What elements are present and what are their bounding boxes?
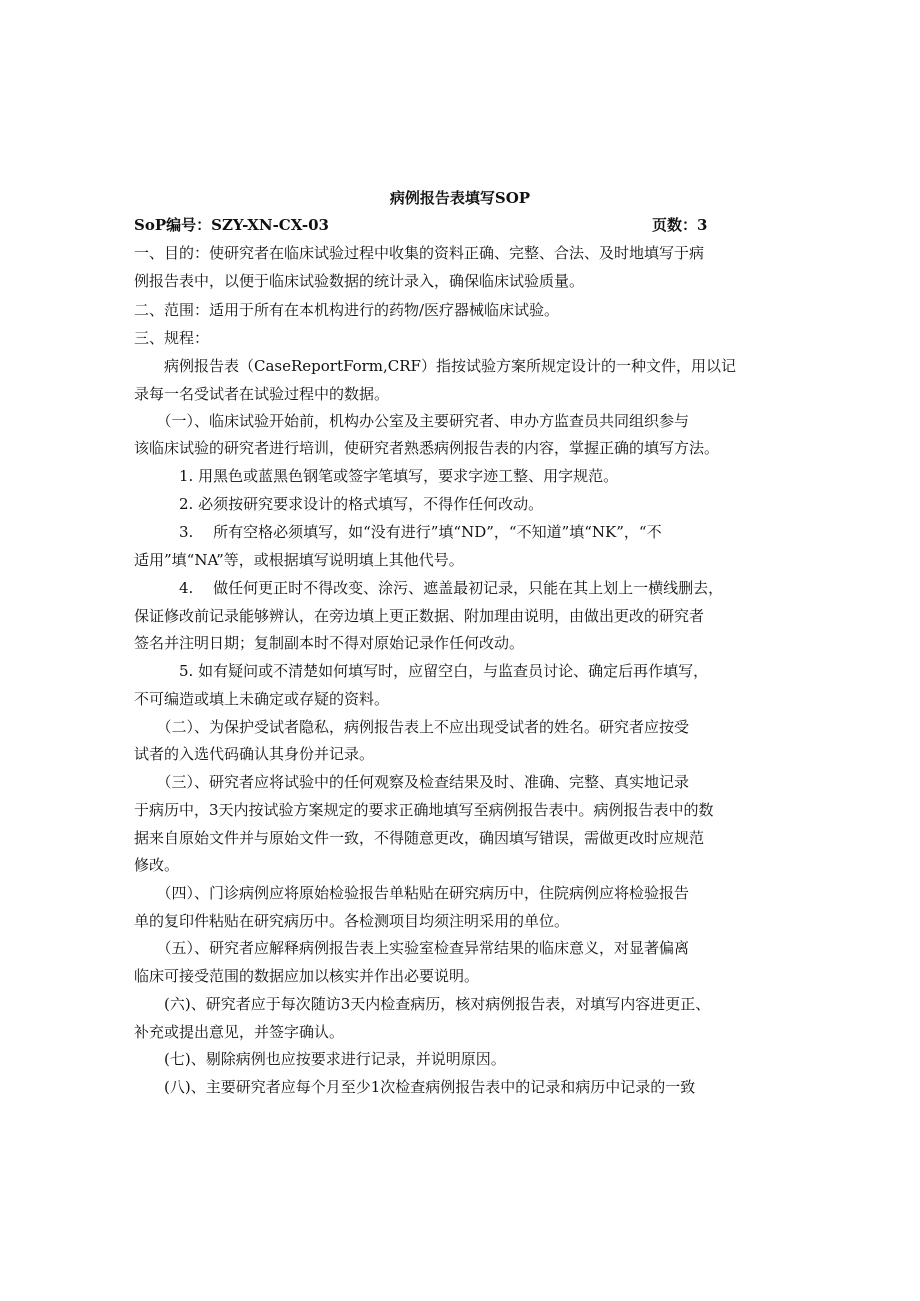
body-line: 临床可接受范围的数据应加以核实并作出必要说明。	[134, 967, 480, 985]
body-line: 单的复印件粘贴在研究病历中。各检测项目均须注明采用的单位。	[134, 912, 570, 930]
body-line: 3. 所有空格必须填写，如“没有进行”填“ND”，“不知道”填“NK”，“不	[134, 523, 662, 541]
body-line: 二、范围：适用于所有在本机构进行的药物/医疗器械临床试验。	[134, 301, 560, 319]
body-line: 修改。	[134, 856, 180, 874]
body-line: 签名并注明日期；复制副本时不得对原始记录作任何改动。	[134, 634, 525, 652]
body-line: 试者的入选代码确认其身份并记录。	[134, 745, 375, 763]
body-line: 录每一名受试者在试验过程中的数据。	[134, 385, 390, 403]
body-line: （三）、研究者应将试验中的任何观察及检查结果及时、准确、完整、真实地记录	[134, 773, 690, 791]
body-line: （二）、为保护受试者隐私，病例报告表上不应出现受试者的姓名。研究者应按受	[134, 718, 690, 736]
body-line: 据来自原始文件并与原始文件一致，不得随意更改，确因填写错误，需做更改时应规范	[134, 829, 705, 847]
body-line: 适用”填“NA”等，或根据填写说明填上其他代号。	[134, 551, 464, 569]
body-line: (七)、剔除病例也应按要求进行记录，并说明原因。	[134, 1050, 506, 1068]
body-line: 该临床试验的研究者进行培训，使研究者熟悉病例报告表的内容，掌握正确的填写方法。	[134, 439, 720, 457]
body-line: （四）、门诊病例应将原始检验报告单粘贴在研究病历中，住院病例应将检验报告	[134, 884, 690, 902]
body-line: 例报告表中，以便于临床试验数据的统计录入，确保临床试验质量。	[134, 272, 585, 290]
body-line: 一、目的：使研究者在临床试验过程中收集的资料正确、完整、合法、及时地填写于病	[134, 244, 705, 262]
document-title: 病例报告表填写SOP	[389, 189, 531, 207]
body-line: 保证修改前记录能够辨认，在旁边填上更正数据、附加理由说明，由做出更改的研究者	[134, 607, 705, 625]
body-line: 2. 必须按研究要求设计的格式填写，不得作任何改动。	[134, 495, 544, 513]
body-line: 1. 用黑色或蓝黑色钢笔或签字笔填写，要求字迹工整、用字规范。	[134, 467, 619, 485]
body-line: （五）、研究者应解释病例报告表上实验室检查异常结果的临床意义，对显著偏离	[134, 939, 690, 957]
body-line: 三、规程：	[134, 329, 210, 347]
body-line: （一）、临床试验开始前，机构办公室及主要研究者、申办方监查员共同组织参与	[134, 412, 690, 430]
sop-number: SoP编号：SZY-XN-CX-03	[134, 216, 329, 234]
body-line: (六)、研究者应于每次随访3天内检查病历，核对病例报告表，对填写内容进更正、	[134, 995, 711, 1013]
body-line: 补充或提出意见，并签字确认。	[134, 1023, 345, 1041]
body-line: 病例报告表（CaseReportForm,CRF）指按试验方案所规定设计的一种文件，用以记	[134, 357, 736, 375]
body-line: 5. 如有疑问或不清楚如何填写时，应留空白，与监查员讨论、确定后再作填写，	[134, 662, 709, 680]
body-line: 于病历中，3天内按试验方案规定的要求正确地填写至病例报告表中。病例报告表中的数	[134, 801, 714, 819]
body-line: 4. 做任何更正时不得改变、涂污、遮盖最初记录，只能在其上划上一横线删去，	[134, 579, 724, 597]
body-line: 不可编造或填上未确定或存疑的资料。	[134, 690, 390, 708]
page-count: 页数：3	[652, 216, 708, 234]
body-line: (八)、主要研究者应每个月至少1次检查病例报告表中的记录和病历中记录的一致	[134, 1078, 696, 1096]
